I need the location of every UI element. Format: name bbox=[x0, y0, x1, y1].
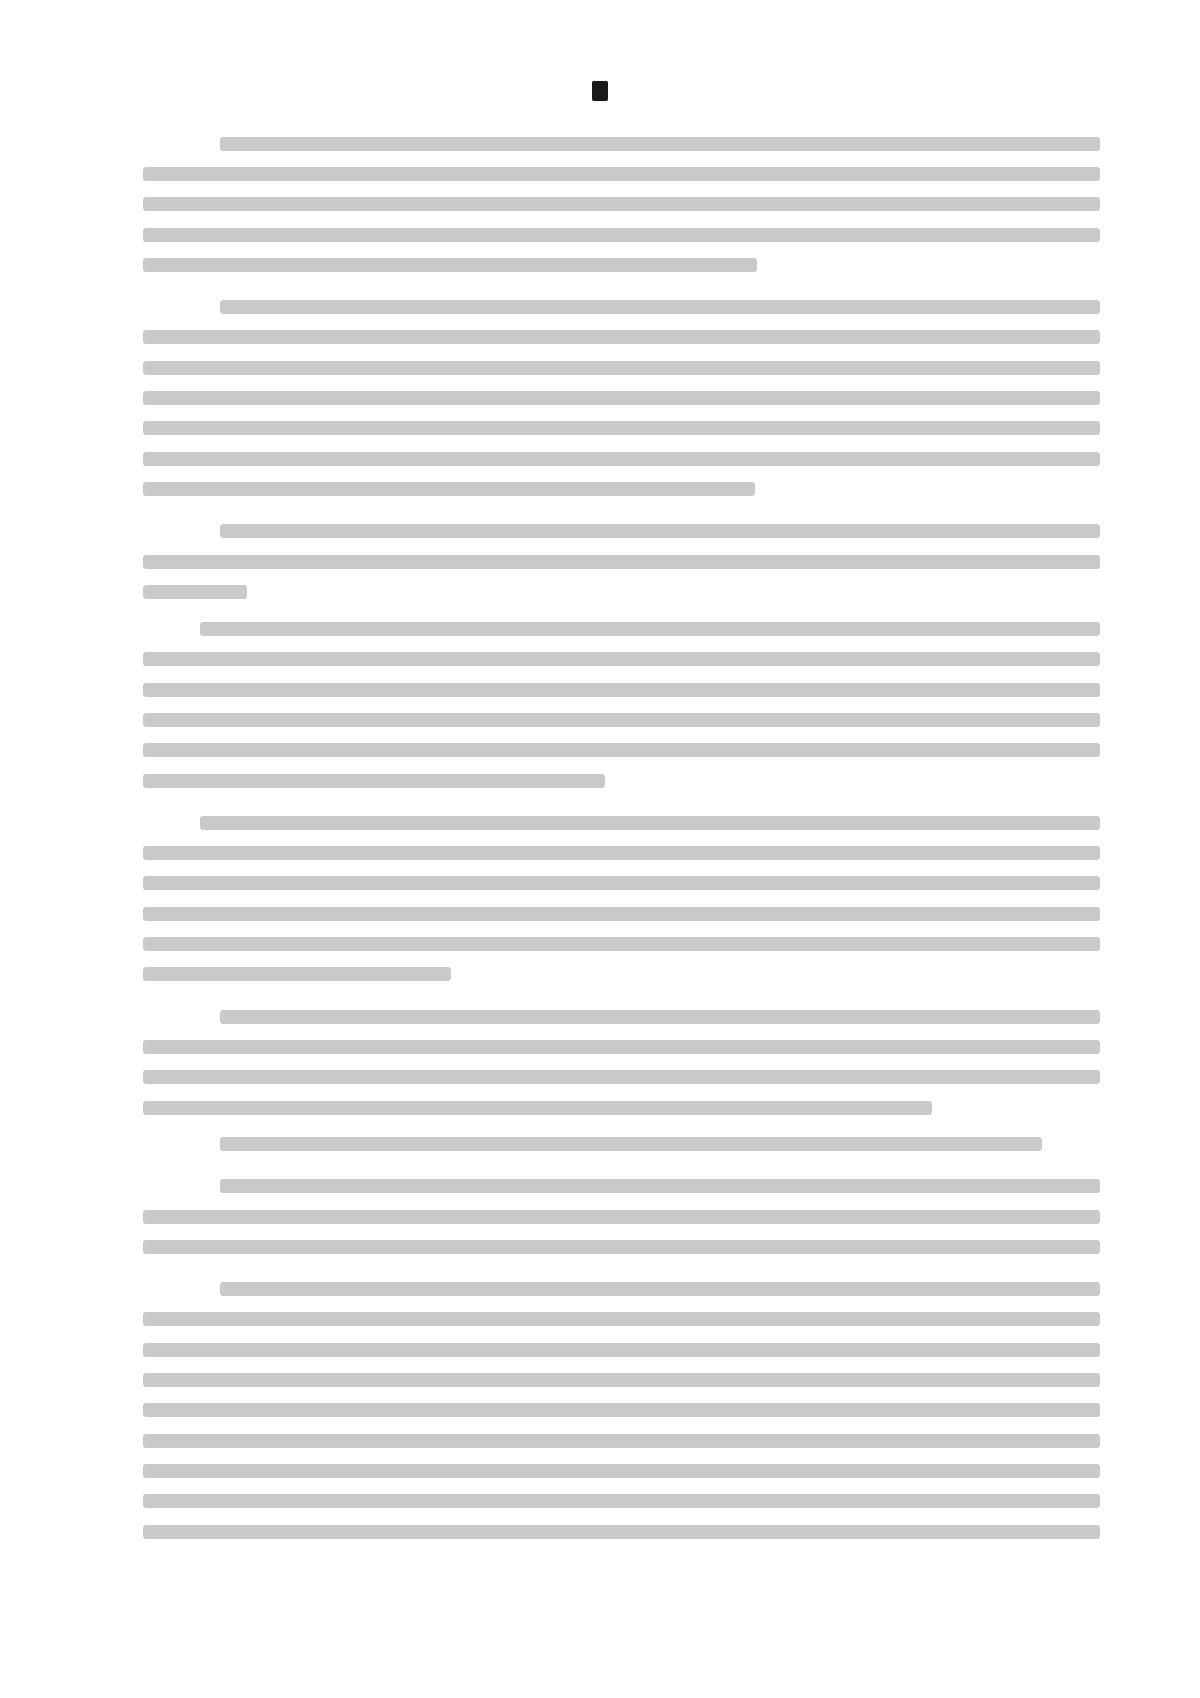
p-10-2-line-2 bbox=[143, 846, 1100, 860]
p-9-line-2 bbox=[143, 330, 1100, 344]
p-10-line-1 bbox=[220, 524, 1100, 538]
p-10-2-line-3 bbox=[143, 876, 1100, 890]
p-item-7-line-3 bbox=[143, 197, 1100, 211]
p-11-line-4 bbox=[143, 1101, 932, 1115]
p-10-1-line-5 bbox=[143, 743, 1100, 757]
p-10-1-line-1 bbox=[200, 622, 1100, 636]
p-case-line-7 bbox=[143, 1464, 1100, 1478]
p-case-line-1 bbox=[220, 1282, 1100, 1296]
p-9-line-1 bbox=[220, 300, 1100, 314]
p-10-1-line-2 bbox=[143, 652, 1100, 666]
p-10-2-line-1 bbox=[200, 816, 1100, 830]
p-11-2-line-1 bbox=[220, 1179, 1100, 1193]
p-case-line-3 bbox=[143, 1343, 1100, 1357]
p-item-7-line-1 bbox=[220, 137, 1100, 151]
p-11-line-3 bbox=[143, 1070, 1100, 1084]
p-10-2-line-6 bbox=[143, 967, 451, 981]
p-10-line-3 bbox=[143, 585, 247, 599]
p-9-line-3 bbox=[143, 361, 1100, 375]
p-11-line-1 bbox=[220, 1010, 1100, 1024]
p-case-line-6 bbox=[143, 1434, 1100, 1448]
p-case-line-4 bbox=[143, 1373, 1100, 1387]
p-item-7-line-5 bbox=[143, 258, 757, 272]
p-9-line-7 bbox=[143, 482, 755, 496]
p-10-1-line-6 bbox=[143, 774, 605, 788]
p-10-2-line-4 bbox=[143, 907, 1100, 921]
p-9-line-6 bbox=[143, 452, 1100, 466]
p-9-line-4 bbox=[143, 391, 1100, 405]
p-11-2-line-2 bbox=[143, 1210, 1100, 1224]
p-case-line-9 bbox=[143, 1525, 1100, 1539]
p-11-line-2 bbox=[143, 1040, 1100, 1054]
p-10-1-line-3 bbox=[143, 683, 1100, 697]
p-case-line-5 bbox=[143, 1403, 1100, 1417]
p-10-1-line-4 bbox=[143, 713, 1100, 727]
p-case-line-2 bbox=[143, 1312, 1100, 1326]
p-case-line-8 bbox=[143, 1494, 1100, 1508]
p-10-line-2 bbox=[143, 555, 1100, 569]
p-item-7-line-2 bbox=[143, 167, 1100, 181]
page-number bbox=[560, 78, 640, 104]
p-9-line-5 bbox=[143, 421, 1100, 435]
p-11-2-line-3 bbox=[143, 1240, 1100, 1254]
p-11-1-line-1 bbox=[220, 1137, 1042, 1151]
p-item-7-line-4 bbox=[143, 228, 1100, 242]
p-10-2-line-5 bbox=[143, 937, 1100, 951]
